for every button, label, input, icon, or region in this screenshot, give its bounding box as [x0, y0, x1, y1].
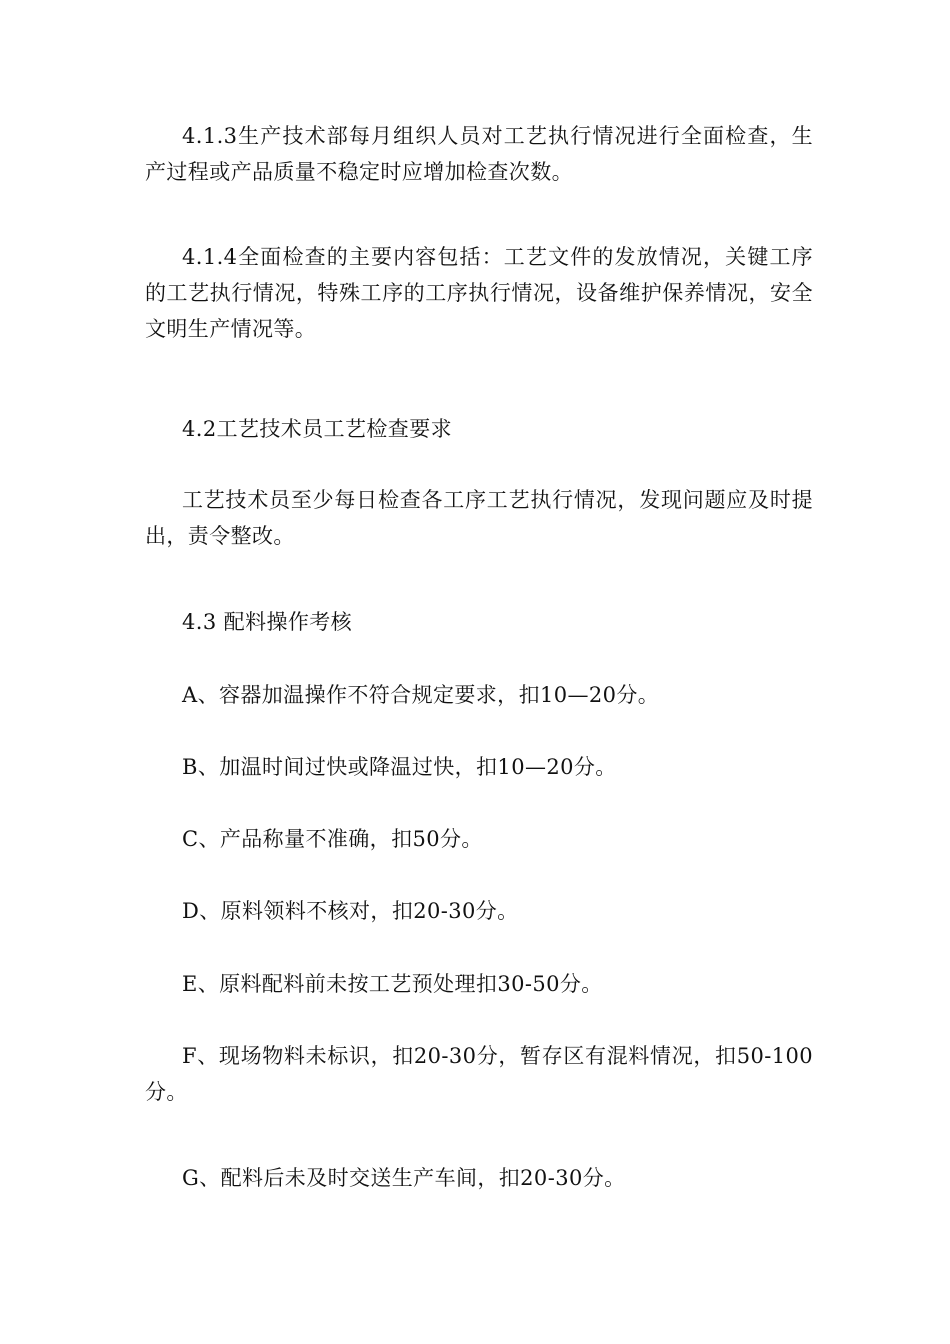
list-item-b: B、加温时间过快或降温过快，扣10—20分。: [182, 755, 617, 779]
list-item-c: C、产品称量不准确，扣50分。: [182, 827, 483, 851]
list-item-f: F、现场物料未标识，扣20-30分，暂存区有混料情况，扣50-100分。: [145, 1044, 813, 1104]
list-item-a: A、容器加温操作不符合规定要求，扣10—20分。: [182, 683, 660, 707]
list-item-e: E、原料配料前未按工艺预处理扣30-50分。: [182, 972, 603, 996]
heading-4-3: 4.3 配料操作考核: [182, 610, 353, 634]
list-item-d: D、原料领料不核对，扣20-30分。: [182, 899, 519, 923]
heading-4-2: 4.2工艺技术员工艺检查要求: [182, 417, 452, 441]
paragraph-4-2-body: 工艺技术员至少每日检查各工序工艺执行情况，发现问题应及时提出，责令整改。: [145, 488, 813, 548]
paragraph-4-1-4: 4.1.4全面检查的主要内容包括：工艺文件的发放情况，关键工序的工艺执行情况，特殊工序的工序执行情况，设备维护保养情况，安全文明生产情况等。: [145, 245, 813, 341]
paragraph-4-1-3: 4.1.3生产技术部每月组织人员对工艺执行情况进行全面检查，生产过程或产品质量不稳定时应增加检查次数。: [145, 124, 813, 184]
list-item-g: G、配料后未及时交送生产车间，扣20-30分。: [182, 1166, 626, 1190]
